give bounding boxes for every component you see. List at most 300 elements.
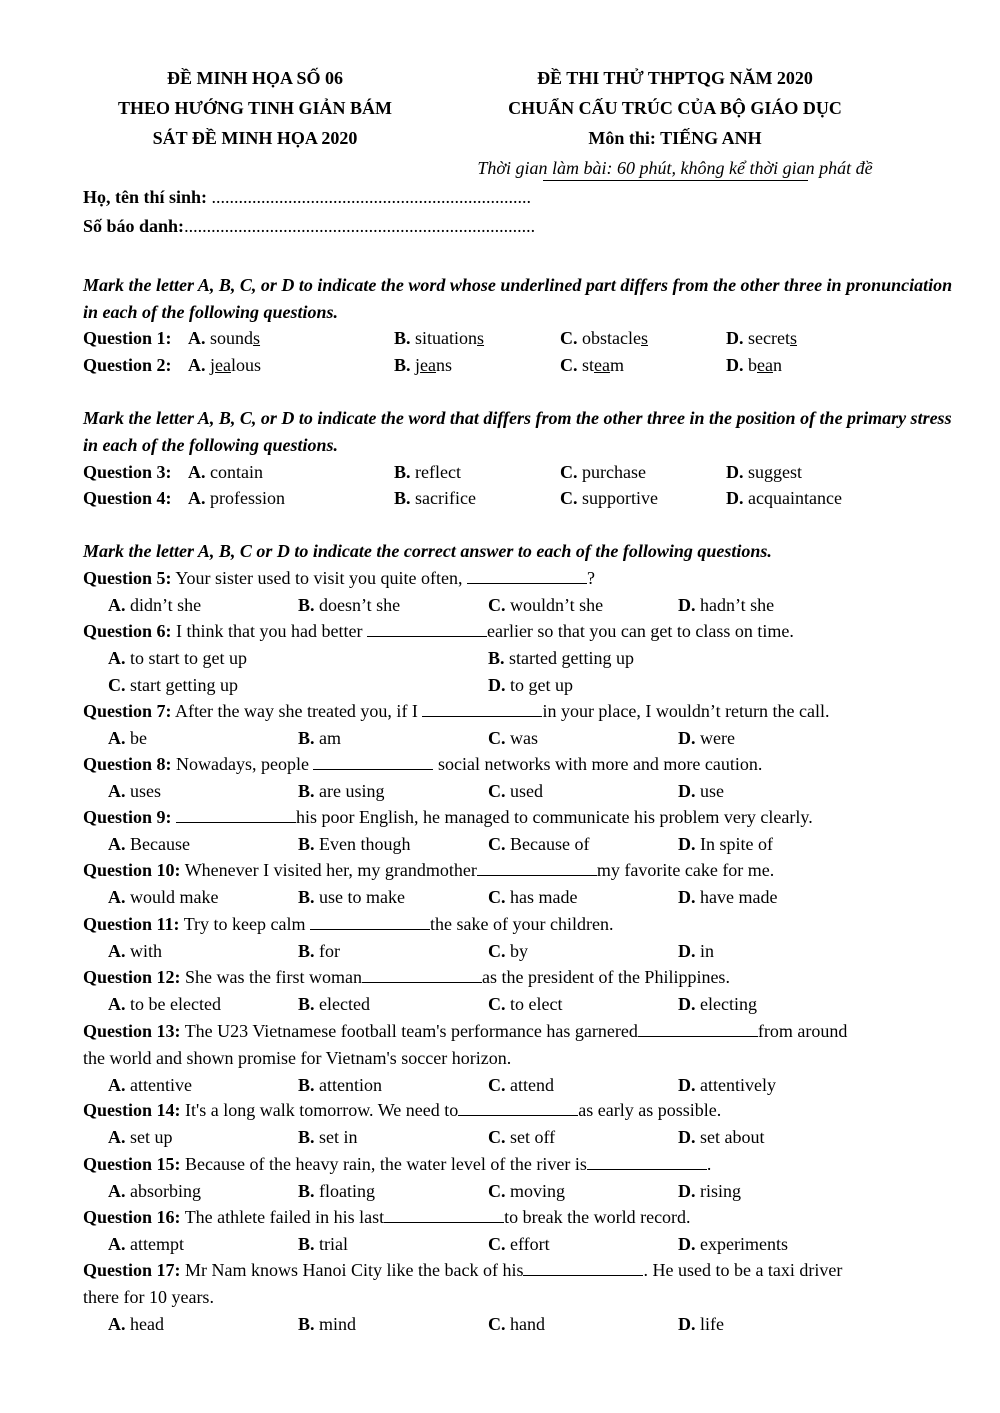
option-text: were	[700, 728, 735, 748]
option-text: acquaintance	[748, 488, 842, 508]
option-letter: B.	[298, 1127, 315, 1147]
candidate-name-field[interactable]: .......................................................................	[207, 187, 532, 207]
option-text: st	[582, 355, 595, 375]
answer-option[interactable]	[560, 325, 648, 352]
answer-option[interactable]	[108, 1124, 173, 1151]
option-text: purchase	[582, 462, 646, 482]
options-row	[83, 645, 933, 672]
answer-option[interactable]	[488, 1311, 545, 1338]
options-row	[83, 778, 933, 805]
question-stem	[83, 1151, 933, 1178]
question-label: Question 11:	[83, 914, 180, 934]
option-text: attentively	[700, 1075, 776, 1095]
option-text: by	[510, 941, 528, 961]
question-label: Question 13:	[83, 1021, 181, 1041]
answer-option[interactable]	[108, 725, 147, 752]
answer-blank[interactable]	[367, 622, 487, 637]
options-row	[83, 991, 933, 1018]
header-left-line: SÁT ĐỀ MINH HỌA 2020	[152, 128, 358, 148]
underlined-part: ea	[594, 355, 610, 375]
option-text: secret	[748, 328, 790, 348]
answer-option[interactable]	[298, 884, 405, 911]
option-letter: D.	[678, 834, 696, 854]
question-text: in your place, I wouldn’t return the call.	[542, 701, 830, 721]
option-letter: A.	[108, 781, 126, 801]
option-text: hadn’t she	[700, 595, 775, 615]
question-stem	[83, 1018, 933, 1072]
answer-option[interactable]	[488, 725, 538, 752]
answer-option[interactable]	[188, 325, 260, 352]
option-letter: B.	[298, 781, 315, 801]
option-letter: B.	[298, 941, 315, 961]
answer-option[interactable]	[188, 459, 263, 486]
options-row	[83, 1231, 933, 1258]
underlined-part: s	[253, 328, 261, 348]
answer-option[interactable]	[108, 831, 190, 858]
option-text: obstacle	[582, 328, 641, 348]
option-letter: C.	[488, 1127, 506, 1147]
answer-blank[interactable]	[458, 1101, 578, 1116]
option-text: uses	[130, 781, 161, 801]
answer-option[interactable]	[726, 352, 782, 379]
question-text: Because of the heavy rain, the water level of the river is	[180, 1154, 587, 1174]
answer-option[interactable]	[108, 1311, 164, 1338]
answer-blank[interactable]	[362, 968, 482, 983]
option-letter: A.	[108, 1314, 126, 1334]
question-text: as the president of the Philippines.	[481, 967, 730, 987]
option-letter: C.	[488, 834, 506, 854]
option-text: head	[130, 1314, 164, 1334]
question-text: The athlete failed in his last	[180, 1207, 385, 1227]
question-text: It's a long walk tomorrow. We need to	[180, 1100, 459, 1120]
option-text: b	[748, 355, 757, 375]
instruction-stress: Mark the letter A, B, C, or D to indicate the word that differs from the other three in the position of the primary stress in each of the following questions.	[83, 408, 952, 455]
header-left	[80, 63, 430, 153]
answer-option[interactable]	[488, 778, 543, 805]
option-letter: A.	[188, 355, 206, 375]
answer-option[interactable]	[298, 1178, 375, 1205]
answer-option[interactable]	[298, 831, 411, 858]
option-letter: C.	[488, 1075, 506, 1095]
option-text: attempt	[130, 1234, 184, 1254]
option-text: didn’t she	[130, 595, 202, 615]
option-letter: C.	[488, 1181, 506, 1201]
question-stem	[83, 964, 933, 991]
answer-option[interactable]	[298, 725, 341, 752]
option-letter: B.	[298, 994, 315, 1014]
options-row	[83, 1311, 933, 1338]
option-letter: A.	[108, 648, 126, 668]
option-text: j	[415, 355, 421, 375]
option-text: attentive	[130, 1075, 192, 1095]
answer-option[interactable]	[488, 1178, 565, 1205]
answer-option[interactable]	[394, 352, 452, 379]
answer-option[interactable]	[108, 1231, 184, 1258]
options-row	[83, 725, 933, 752]
question-text: I think that you had better	[171, 621, 367, 641]
answer-option[interactable]	[488, 645, 634, 672]
exam-subtitle: CHUẨN CẤU TRÚC CỦA BỘ GIÁO DỤC	[508, 98, 842, 118]
underlined-part: ea	[757, 355, 773, 375]
option-text: n	[772, 355, 782, 375]
option-text: doesn’t she	[319, 595, 401, 615]
underlined-part: s	[640, 328, 648, 348]
option-letter: B.	[298, 728, 315, 748]
candidate-name-label: Họ, tên thí sinh:	[83, 187, 208, 207]
option-letter: D.	[678, 1075, 696, 1095]
answer-option[interactable]	[678, 884, 777, 911]
option-letter: D.	[678, 728, 696, 748]
option-text: are using	[319, 781, 385, 801]
answer-option[interactable]	[488, 1072, 554, 1099]
option-letter: A.	[108, 1127, 126, 1147]
question-label: Question 6:	[83, 621, 172, 641]
option-letter: B.	[298, 595, 315, 615]
option-text: Because of	[510, 834, 590, 854]
answer-option[interactable]	[488, 1231, 550, 1258]
question-row	[83, 459, 953, 486]
option-text: set off	[510, 1127, 556, 1147]
options-row	[83, 831, 933, 858]
question-text: Nowadays, people	[171, 754, 314, 774]
answer-blank[interactable]	[176, 808, 296, 823]
option-letter: D.	[678, 595, 696, 615]
options-row	[83, 1072, 933, 1099]
option-letter: A.	[108, 728, 126, 748]
option-letter: D.	[678, 887, 696, 907]
option-letter: B.	[394, 328, 411, 348]
options-row	[83, 1178, 933, 1205]
option-letter: C.	[488, 781, 506, 801]
option-text: elected	[319, 994, 370, 1014]
option-text: have made	[700, 887, 778, 907]
option-text: floating	[319, 1181, 376, 1201]
option-text: use	[700, 781, 724, 801]
candidate-id-label: Số báo danh:	[83, 216, 185, 236]
option-text: to start to get up	[130, 648, 247, 668]
option-text: situation	[415, 328, 478, 348]
options-row	[83, 884, 933, 911]
answer-option[interactable]	[108, 991, 221, 1018]
answer-option[interactable]	[726, 485, 842, 512]
option-text: to be elected	[130, 994, 221, 1014]
question-row	[83, 352, 953, 379]
option-text: be	[130, 728, 147, 748]
answer-option[interactable]	[298, 991, 370, 1018]
answer-blank[interactable]	[310, 915, 430, 930]
answer-option[interactable]	[394, 459, 461, 486]
answer-option[interactable]	[108, 884, 218, 911]
option-text: use to make	[319, 887, 405, 907]
option-text: Even though	[319, 834, 411, 854]
question-text: Mr Nam knows Hanoi City like the back of his	[180, 1260, 524, 1280]
question-text: .	[706, 1154, 712, 1174]
option-letter: C.	[560, 462, 578, 482]
option-letter: B.	[488, 648, 505, 668]
answer-option[interactable]	[560, 352, 624, 379]
question-stem	[83, 1204, 933, 1231]
option-text: reflect	[415, 462, 461, 482]
answer-blank[interactable]	[467, 569, 587, 584]
answer-option[interactable]	[298, 1311, 356, 1338]
question-stem	[83, 804, 933, 831]
answer-option[interactable]	[488, 884, 577, 911]
answer-option[interactable]	[488, 1124, 555, 1151]
answer-option[interactable]	[726, 325, 797, 352]
option-letter: C.	[488, 941, 506, 961]
option-text: for	[319, 941, 341, 961]
header-left-line: ĐỀ MINH HỌA SỐ 06	[166, 68, 344, 88]
question-label: Question 5:	[83, 568, 172, 588]
option-letter: C.	[488, 1234, 506, 1254]
candidate-id-field[interactable]: ..............................................................................	[184, 216, 536, 236]
question-stem	[83, 618, 933, 645]
answer-option[interactable]	[188, 485, 285, 512]
option-text: contain	[210, 462, 263, 482]
answer-option[interactable]	[488, 672, 573, 699]
question-label: Question 4:	[83, 488, 172, 508]
answer-option[interactable]	[394, 325, 484, 352]
option-letter: C.	[108, 675, 126, 695]
answer-option[interactable]	[188, 352, 261, 379]
option-text: used	[510, 781, 543, 801]
question-stem	[83, 565, 933, 592]
answer-option[interactable]	[678, 1178, 741, 1205]
option-letter: C.	[560, 328, 578, 348]
option-letter: A.	[108, 834, 126, 854]
option-text: suggest	[748, 462, 802, 482]
options-row	[83, 592, 933, 619]
option-text: Because	[130, 834, 190, 854]
answer-option[interactable]	[108, 938, 162, 965]
option-letter: D.	[678, 1234, 696, 1254]
answer-option[interactable]	[678, 1124, 765, 1151]
question-row	[83, 485, 953, 512]
answer-option[interactable]	[108, 1072, 192, 1099]
options-row	[83, 672, 933, 699]
answer-option[interactable]	[678, 831, 773, 858]
question-stem	[83, 911, 933, 938]
answer-blank[interactable]	[587, 1155, 707, 1170]
option-text: experiments	[700, 1234, 788, 1254]
options-row	[83, 1124, 933, 1151]
option-letter: B.	[298, 1234, 315, 1254]
option-letter: D.	[726, 462, 744, 482]
answer-option[interactable]	[108, 778, 161, 805]
option-text: lous	[231, 355, 262, 375]
question-text: social networks with more and more caution.	[433, 754, 763, 774]
answer-option[interactable]	[678, 725, 735, 752]
question-text: She was the first woman	[180, 967, 362, 987]
answer-option[interactable]	[488, 991, 562, 1018]
option-text: life	[700, 1314, 724, 1334]
question-stem	[83, 698, 933, 725]
answer-option[interactable]	[108, 592, 201, 619]
answer-blank[interactable]	[523, 1261, 643, 1276]
option-text: attention	[319, 1075, 382, 1095]
option-text: would make	[130, 887, 219, 907]
question-text: from around	[757, 1021, 848, 1041]
option-text: sacrifice	[415, 488, 476, 508]
subject: Môn thi: TIẾNG ANH	[588, 128, 762, 148]
question-label: Question 17:	[83, 1260, 181, 1280]
question-stem	[83, 857, 933, 884]
option-letter: B.	[394, 355, 411, 375]
option-text: electing	[700, 994, 757, 1014]
question-text: my favorite cake for me.	[596, 860, 775, 880]
question-text: earlier so that you can get to class on time.	[486, 621, 794, 641]
exam-title: ĐỀ THI THỬ THPTQG NĂM 2020	[537, 68, 813, 88]
answer-option[interactable]	[298, 938, 340, 965]
option-text: to elect	[510, 994, 563, 1014]
question-label: Question 10:	[83, 860, 181, 880]
candidate-id-line	[83, 216, 535, 237]
option-text: set up	[130, 1127, 173, 1147]
option-letter: A.	[188, 488, 206, 508]
question-label: Question 14:	[83, 1100, 181, 1120]
option-letter: A.	[108, 595, 126, 615]
option-text: has made	[510, 887, 578, 907]
question-label: Question 15:	[83, 1154, 181, 1174]
question-label: Question 2:	[83, 355, 172, 375]
answer-option[interactable]	[298, 1072, 382, 1099]
option-letter: A.	[108, 941, 126, 961]
option-text: moving	[510, 1181, 566, 1201]
question-text: his poor English, he managed to communicate his problem very clearly.	[296, 807, 813, 827]
option-letter: B.	[298, 834, 315, 854]
answer-option[interactable]	[488, 938, 528, 965]
option-letter: C.	[488, 1314, 506, 1334]
answer-option[interactable]	[298, 592, 400, 619]
question-text-continued: the world and shown promise for Vietnam's soccer horizon.	[83, 1048, 512, 1068]
question-stem	[83, 751, 933, 778]
answer-option[interactable]	[560, 459, 646, 486]
option-letter: A.	[108, 887, 126, 907]
answer-blank[interactable]	[477, 861, 597, 876]
option-text: m	[610, 355, 625, 375]
question-text: The U23 Vietnamese football team's performance has garnered	[180, 1021, 638, 1041]
option-letter: A.	[108, 1075, 126, 1095]
option-letter: A.	[188, 462, 206, 482]
option-letter: C.	[488, 728, 506, 748]
option-letter: B.	[298, 1075, 315, 1095]
underlined-part: s	[789, 328, 797, 348]
option-text: hand	[510, 1314, 545, 1334]
option-letter: D.	[678, 941, 696, 961]
answer-blank[interactable]	[313, 755, 433, 770]
option-letter: A.	[188, 328, 206, 348]
answer-blank[interactable]	[638, 1022, 758, 1037]
answer-option[interactable]	[678, 991, 757, 1018]
time-limit: Thời gian làm bài: 60 phút, không kể thời gian phát đề	[477, 158, 873, 178]
option-text: wouldn’t she	[510, 595, 604, 615]
question-text: ?	[587, 568, 596, 588]
question-text: Whenever I visited her, my grandmother	[180, 860, 477, 880]
option-letter: D.	[488, 675, 506, 695]
instruction-mcq: Mark the letter A, B, C or D to indicate the correct answer to each of the following questions.	[83, 541, 772, 561]
answer-option[interactable]	[298, 1124, 358, 1151]
underlined-part: s	[477, 328, 485, 348]
option-text: profession	[210, 488, 285, 508]
question-text: . He used to be a taxi driver	[643, 1260, 843, 1280]
option-letter: C.	[488, 887, 506, 907]
underlined-part: ea	[420, 355, 437, 375]
answer-option[interactable]	[678, 592, 774, 619]
question-text-continued: there for 10 years.	[83, 1287, 214, 1307]
answer-option[interactable]	[678, 1072, 776, 1099]
option-letter: D.	[678, 994, 696, 1014]
answer-option[interactable]	[298, 1231, 348, 1258]
option-letter: D.	[678, 1127, 696, 1147]
option-letter: C.	[488, 994, 506, 1014]
question-text: as early as possible.	[578, 1100, 722, 1120]
answer-option[interactable]	[560, 485, 658, 512]
question-stem	[83, 1257, 933, 1311]
question-stem	[83, 1097, 933, 1124]
option-text: rising	[700, 1181, 742, 1201]
option-letter: D.	[726, 488, 744, 508]
question-label: Question 12:	[83, 967, 181, 987]
question-row	[83, 325, 953, 352]
answer-option[interactable]	[678, 1311, 724, 1338]
option-letter: C.	[488, 595, 506, 615]
option-text: am	[319, 728, 342, 748]
option-text: mind	[319, 1314, 357, 1334]
answer-option[interactable]	[394, 485, 476, 512]
option-text: j	[210, 355, 216, 375]
option-letter: C.	[560, 355, 578, 375]
header-right	[440, 63, 910, 181]
option-text: sound	[210, 328, 254, 348]
option-text: set in	[319, 1127, 358, 1147]
answer-option[interactable]	[108, 645, 247, 672]
answer-blank[interactable]	[384, 1208, 504, 1223]
option-text: set about	[700, 1127, 765, 1147]
option-text: trial	[319, 1234, 349, 1254]
option-text: ns	[436, 355, 453, 375]
answer-option[interactable]	[678, 778, 724, 805]
option-letter: D.	[678, 781, 696, 801]
option-text: with	[130, 941, 163, 961]
option-text: start getting up	[130, 675, 238, 695]
candidate-name-line	[83, 187, 531, 208]
option-letter: B.	[298, 1181, 315, 1201]
answer-option[interactable]	[726, 459, 802, 486]
question-text: After the way she treated you, if I	[171, 701, 423, 721]
answer-blank[interactable]	[422, 702, 542, 717]
question-label: Question 9:	[83, 807, 172, 827]
answer-option[interactable]	[488, 831, 589, 858]
answer-option[interactable]	[298, 778, 385, 805]
option-text: to get up	[510, 675, 573, 695]
option-text: started getting up	[509, 648, 634, 668]
question-label: Question 3:	[83, 462, 172, 482]
question-text: Your sister used to visit you quite often,	[171, 568, 468, 588]
option-letter: B.	[298, 887, 315, 907]
instruction-pronunciation: Mark the letter A, B, C, or D to indicate the word whose underlined part differs from the other three in pronunciation in each of the following questions.	[83, 275, 953, 322]
answer-option[interactable]	[678, 1231, 788, 1258]
answer-option[interactable]	[108, 672, 238, 699]
header-left-line: THEO HƯỚNG TINH GIẢN BÁM	[117, 98, 393, 118]
question-text: to break the world record.	[504, 1207, 691, 1227]
answer-option[interactable]	[108, 1178, 201, 1205]
option-text: was	[510, 728, 538, 748]
answer-option[interactable]	[488, 592, 603, 619]
options-row	[83, 938, 933, 965]
option-letter: C.	[560, 488, 578, 508]
answer-option[interactable]	[678, 938, 714, 965]
option-letter: D.	[726, 355, 744, 375]
